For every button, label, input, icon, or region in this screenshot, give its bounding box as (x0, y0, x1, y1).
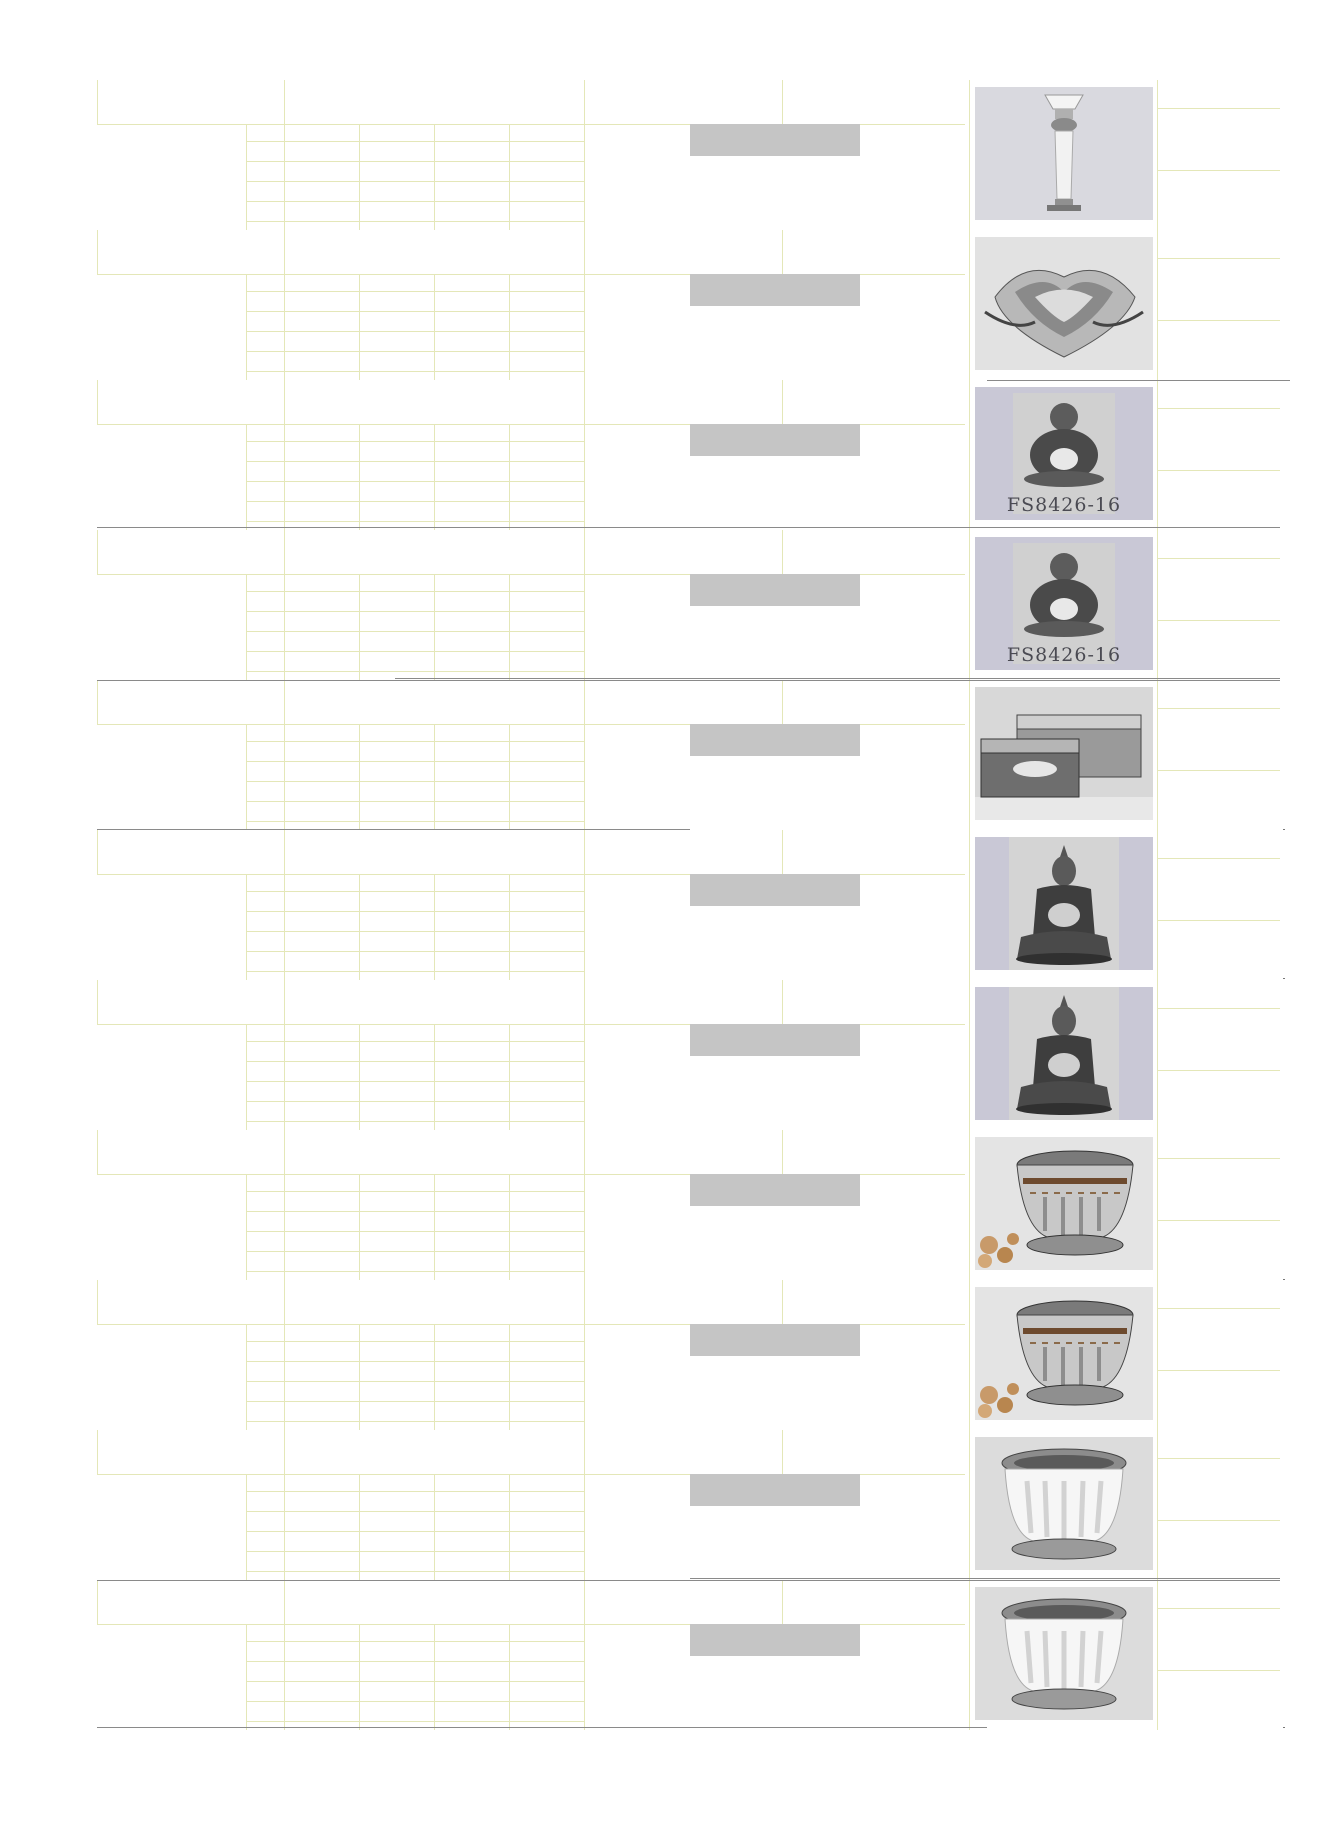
sub-row-line (246, 1531, 585, 1532)
silver-flower-bowl-photo-icon (975, 237, 1153, 370)
col-line (284, 980, 285, 1130)
col-line (1157, 230, 1158, 380)
sub-row-line (246, 891, 585, 892)
sub-row-line (246, 911, 585, 912)
section-separator (97, 829, 690, 830)
seated-buddha-photo-icon (975, 837, 1153, 970)
silver-planter-with-flowers-photo-icon (975, 1287, 1153, 1420)
side-line (1158, 408, 1280, 409)
side-line (1158, 1370, 1280, 1371)
col-line (1157, 980, 1158, 1130)
col-line (246, 574, 247, 680)
product-row (97, 230, 1280, 380)
edge-tick (1283, 1279, 1285, 1280)
product-row (97, 380, 1280, 530)
col-line (97, 230, 98, 274)
col-line (782, 230, 783, 274)
col-line (1157, 1580, 1158, 1730)
col-line (246, 1324, 247, 1430)
section-separator (97, 1727, 987, 1728)
col-line (782, 1280, 783, 1324)
sub-row-line (246, 1551, 585, 1552)
col-line (359, 274, 360, 380)
col-line (284, 830, 285, 980)
sub-row-line (246, 1421, 585, 1422)
sub-row-line (246, 591, 585, 592)
col-line (434, 124, 435, 230)
col-line (509, 874, 510, 980)
col-line (584, 230, 585, 380)
product-row (97, 1580, 1280, 1730)
sub-row-line (246, 441, 585, 442)
edge-tick (1283, 978, 1285, 979)
col-line (969, 1280, 970, 1430)
side-line (1158, 620, 1280, 621)
sub-row-line (246, 1251, 585, 1252)
col-line (359, 1174, 360, 1280)
col-line (509, 424, 510, 530)
col-line (584, 830, 585, 980)
col-line (246, 724, 247, 830)
sub-row-line (246, 1571, 585, 1572)
sub-row-line (246, 1121, 585, 1122)
price-placeholder-bar (690, 124, 860, 156)
sub-row-line (246, 1511, 585, 1512)
side-line (1158, 1308, 1280, 1309)
section-separator (987, 380, 1290, 381)
edge-tick (1283, 1727, 1285, 1728)
side-line (1158, 1608, 1280, 1609)
col-line (246, 274, 247, 380)
col-line (1157, 680, 1158, 830)
col-line (359, 124, 360, 230)
col-line (509, 274, 510, 380)
col-line (246, 424, 247, 530)
sub-row-line (246, 371, 585, 372)
col-line (434, 1624, 435, 1730)
silver-planter-with-flowers-photo-icon (975, 1287, 1153, 1420)
col-line (509, 124, 510, 230)
seated-buddha-photo-icon (975, 837, 1153, 970)
col-line (434, 724, 435, 830)
col-line (969, 1430, 970, 1580)
silver-planter-with-flowers-photo-icon (975, 1137, 1153, 1270)
price-placeholder-bar (690, 1024, 860, 1056)
sub-row-line (246, 651, 585, 652)
col-line (969, 980, 970, 1130)
col-line (284, 1430, 285, 1580)
sub-row-line (246, 351, 585, 352)
edge-tick (1283, 829, 1285, 830)
sub-row-line (246, 741, 585, 742)
product-row (97, 680, 1280, 830)
candlestick-photo-icon (975, 87, 1153, 220)
side-line (1158, 858, 1280, 859)
col-line (284, 530, 285, 680)
col-line (246, 1174, 247, 1280)
section-separator (395, 678, 1280, 679)
col-line (969, 1580, 970, 1730)
section-separator (97, 1580, 1280, 1581)
seated-buddha-photo-icon (975, 987, 1153, 1120)
white-oval-planter-photo-icon (975, 1587, 1153, 1720)
col-line (434, 1024, 435, 1130)
col-line (509, 1024, 510, 1130)
col-line (509, 1624, 510, 1730)
price-placeholder-bar (690, 1324, 860, 1356)
sub-row-line (246, 1231, 585, 1232)
col-line (584, 680, 585, 830)
white-oval-planter-photo-icon (975, 1587, 1153, 1720)
col-line (969, 80, 970, 230)
col-line (969, 230, 970, 380)
col-line (359, 1474, 360, 1580)
col-line (584, 80, 585, 230)
side-line (1158, 1520, 1280, 1521)
col-line (1157, 80, 1158, 230)
col-line (359, 1024, 360, 1130)
col-line (782, 830, 783, 874)
col-line (782, 980, 783, 1024)
sub-row-line (246, 311, 585, 312)
sub-row-line (246, 971, 585, 972)
sub-row-line (246, 331, 585, 332)
col-line (584, 980, 585, 1130)
col-line (284, 80, 285, 230)
sub-row-line (246, 501, 585, 502)
side-line (1158, 770, 1280, 771)
col-line (97, 680, 98, 724)
col-line (509, 724, 510, 830)
sub-row-line (246, 1081, 585, 1082)
col-line (969, 530, 970, 680)
sub-row-line (246, 1641, 585, 1642)
sub-row-line (246, 671, 585, 672)
sub-row-line (246, 761, 585, 762)
col-line (97, 80, 98, 124)
col-line (434, 1324, 435, 1430)
side-line (1158, 1008, 1280, 1009)
side-line (1158, 1070, 1280, 1071)
col-line (969, 380, 970, 530)
col-line (246, 1024, 247, 1130)
price-placeholder-bar (690, 1624, 860, 1656)
col-line (509, 1474, 510, 1580)
section-separator (97, 680, 1280, 681)
section-separator (690, 1578, 1280, 1579)
price-placeholder-bar (690, 274, 860, 306)
col-line (782, 1580, 783, 1624)
col-line (434, 1474, 435, 1580)
col-line (434, 874, 435, 980)
col-line (97, 830, 98, 874)
white-oval-planter-photo-icon (975, 1437, 1153, 1570)
sub-row-line (246, 141, 585, 142)
product-row (97, 80, 1280, 230)
col-line (97, 530, 98, 574)
col-line (584, 1580, 585, 1730)
sub-row-line (246, 1101, 585, 1102)
seated-buddha-photo-icon (975, 987, 1153, 1120)
sub-row-line (246, 521, 585, 522)
product-row (97, 1130, 1280, 1280)
silver-boxes-photo-icon (975, 687, 1153, 820)
col-line (584, 530, 585, 680)
col-line (782, 530, 783, 574)
col-line (969, 830, 970, 980)
col-line (97, 1430, 98, 1474)
side-line (1158, 920, 1280, 921)
price-placeholder-bar (690, 724, 860, 756)
col-line (97, 1130, 98, 1174)
col-line (284, 230, 285, 380)
col-line (97, 380, 98, 424)
sub-row-line (246, 1401, 585, 1402)
col-line (97, 1280, 98, 1324)
col-line (969, 680, 970, 830)
col-line (434, 574, 435, 680)
product-row (97, 530, 1280, 680)
price-placeholder-bar (690, 424, 860, 456)
product-row (97, 1430, 1280, 1580)
col-line (359, 1324, 360, 1430)
col-line (584, 1280, 585, 1430)
col-line (246, 1624, 247, 1730)
sub-row-line (246, 1271, 585, 1272)
col-line (1157, 1430, 1158, 1580)
side-line (1158, 1158, 1280, 1159)
sub-row-line (246, 1381, 585, 1382)
side-line (1158, 258, 1280, 259)
col-line (246, 874, 247, 980)
white-oval-planter-photo-icon (975, 1437, 1153, 1570)
col-line (584, 1430, 585, 1580)
col-line (359, 724, 360, 830)
side-line (1158, 558, 1280, 559)
col-line (509, 574, 510, 680)
col-line (1157, 830, 1158, 980)
sub-row-line (246, 1191, 585, 1192)
sub-row-line (246, 291, 585, 292)
side-line (1158, 470, 1280, 471)
sub-row-line (246, 631, 585, 632)
col-line (434, 274, 435, 380)
sub-row-line (246, 1721, 585, 1722)
sub-row-line (246, 821, 585, 822)
sub-row-line (246, 781, 585, 782)
sub-row-line (246, 1661, 585, 1662)
side-line (1158, 320, 1280, 321)
col-line (969, 1130, 970, 1280)
item-code-label: FS8426-16 (1006, 644, 1122, 666)
silver-boxes-photo-icon (975, 687, 1153, 820)
col-line (246, 124, 247, 230)
col-line (782, 680, 783, 724)
laughing-buddha-photo-icon (975, 537, 1153, 670)
col-line (359, 574, 360, 680)
col-line (434, 424, 435, 530)
sub-row-line (246, 931, 585, 932)
col-line (284, 1280, 285, 1430)
col-line (246, 1474, 247, 1580)
silver-flower-bowl-photo-icon (975, 237, 1153, 370)
sub-row-line (246, 181, 585, 182)
laughing-buddha-photo-icon (975, 387, 1153, 520)
col-line (359, 1624, 360, 1730)
sub-row-line (246, 1681, 585, 1682)
sub-row-line (246, 461, 585, 462)
product-row (97, 980, 1280, 1130)
col-line (284, 1580, 285, 1730)
col-line (97, 980, 98, 1024)
sub-row-line (246, 801, 585, 802)
col-line (1157, 1130, 1158, 1280)
sub-row-line (246, 951, 585, 952)
candlestick-photo-icon (975, 87, 1153, 220)
col-line (509, 1324, 510, 1430)
sub-row-line (246, 1361, 585, 1362)
silver-planter-with-flowers-photo-icon (975, 1137, 1153, 1270)
side-line (1158, 1670, 1280, 1671)
side-line (1158, 708, 1280, 709)
col-line (1157, 380, 1158, 530)
sub-row-line (246, 201, 585, 202)
col-line (434, 1174, 435, 1280)
sub-row-line (246, 1491, 585, 1492)
item-code-label: FS8426-16 (1006, 494, 1122, 516)
col-line (782, 1430, 783, 1474)
sub-row-line (246, 1211, 585, 1212)
sub-row-line (246, 611, 585, 612)
sub-row-line (246, 221, 585, 222)
side-line (1158, 1458, 1280, 1459)
sub-row-line (246, 161, 585, 162)
col-line (359, 874, 360, 980)
sub-row-line (246, 1061, 585, 1062)
product-row (97, 830, 1280, 980)
col-line (1157, 530, 1158, 680)
col-line (284, 680, 285, 830)
col-line (782, 80, 783, 124)
side-line (1158, 1220, 1280, 1221)
col-line (584, 380, 585, 530)
col-line (1157, 1280, 1158, 1430)
col-line (584, 1130, 585, 1280)
col-line (284, 380, 285, 530)
price-placeholder-bar (690, 574, 860, 606)
section-separator (97, 527, 1280, 528)
product-row (97, 1280, 1280, 1430)
sub-row-line (246, 1701, 585, 1702)
price-placeholder-bar (690, 1174, 860, 1206)
col-line (509, 1174, 510, 1280)
sub-row-line (246, 1041, 585, 1042)
side-line (1158, 108, 1280, 109)
price-placeholder-bar (690, 874, 860, 906)
price-placeholder-bar (690, 1474, 860, 1506)
side-line (1158, 170, 1280, 171)
col-line (97, 1580, 98, 1624)
sub-row-line (246, 1341, 585, 1342)
col-line (782, 380, 783, 424)
col-line (284, 1130, 285, 1280)
col-line (782, 1130, 783, 1174)
sub-row-line (246, 481, 585, 482)
col-line (359, 424, 360, 530)
